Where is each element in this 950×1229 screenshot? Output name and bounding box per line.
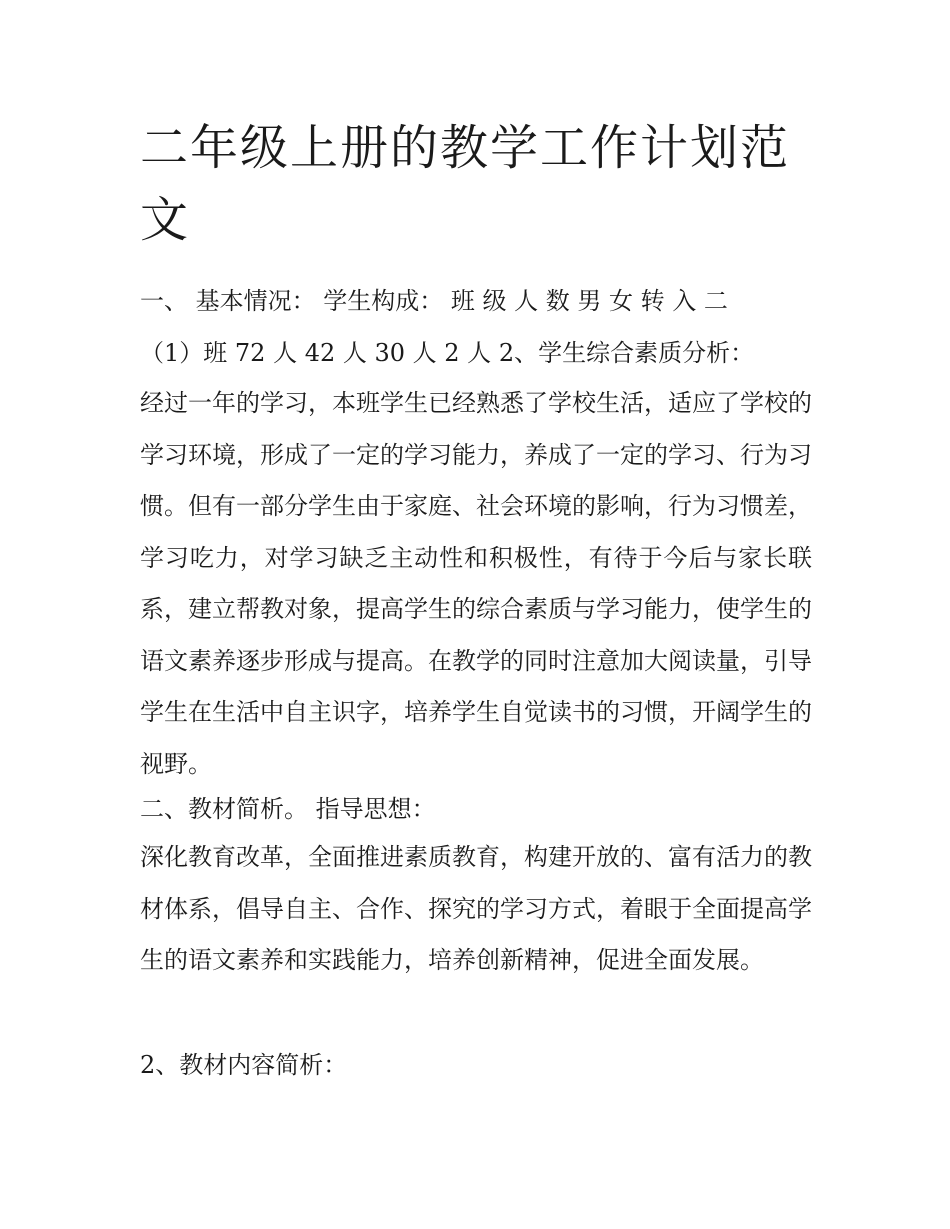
student-quality-paragraph: 经过一年的学习，本班学生已经熟悉了学校生活，适应了学校的学习环境，形成了一定的学习能力，养成了一定的学习、行为习惯。但有一部分学生由于家庭、社会环境的影响，行为习惯差，学习吃力，对学习缺乏主动性和积极性，有待于今后与家长联系，建立帮教对象，提高学生的综合素质与学习能力，使学生的语文素养逐步形成与提高。在教学的同时注意加大阅读量，引导学生在生活中自主识字，培养学生自觉读书的习惯，开阔学生的视野。 [140,389,812,778]
basic-info-line: 一、 基本情况： 学生构成： 班 级 人 数 男 女 转 入 二 [140,287,728,315]
document-title: 二年级上册的教学工作计划范文 [140,120,791,248]
class-composition-line: （1）班 72 人 42 人 30 人 2 人 2、学生综合素质分析： [140,339,755,367]
material-content-heading: 2、教材内容简析： [140,1051,348,1079]
guiding-ideology-paragraph: 深化教育改革，全面推进素质教育，构建开放的、富有活力的教材体系，倡导自主、合作、探究的学习方式，着眼于全面提高学生的语文素养和实践能力，培养创新精神，促进全面发展。 [140,843,812,974]
teaching-material-heading: 二、教材简析。 指导思想： [140,795,436,823]
